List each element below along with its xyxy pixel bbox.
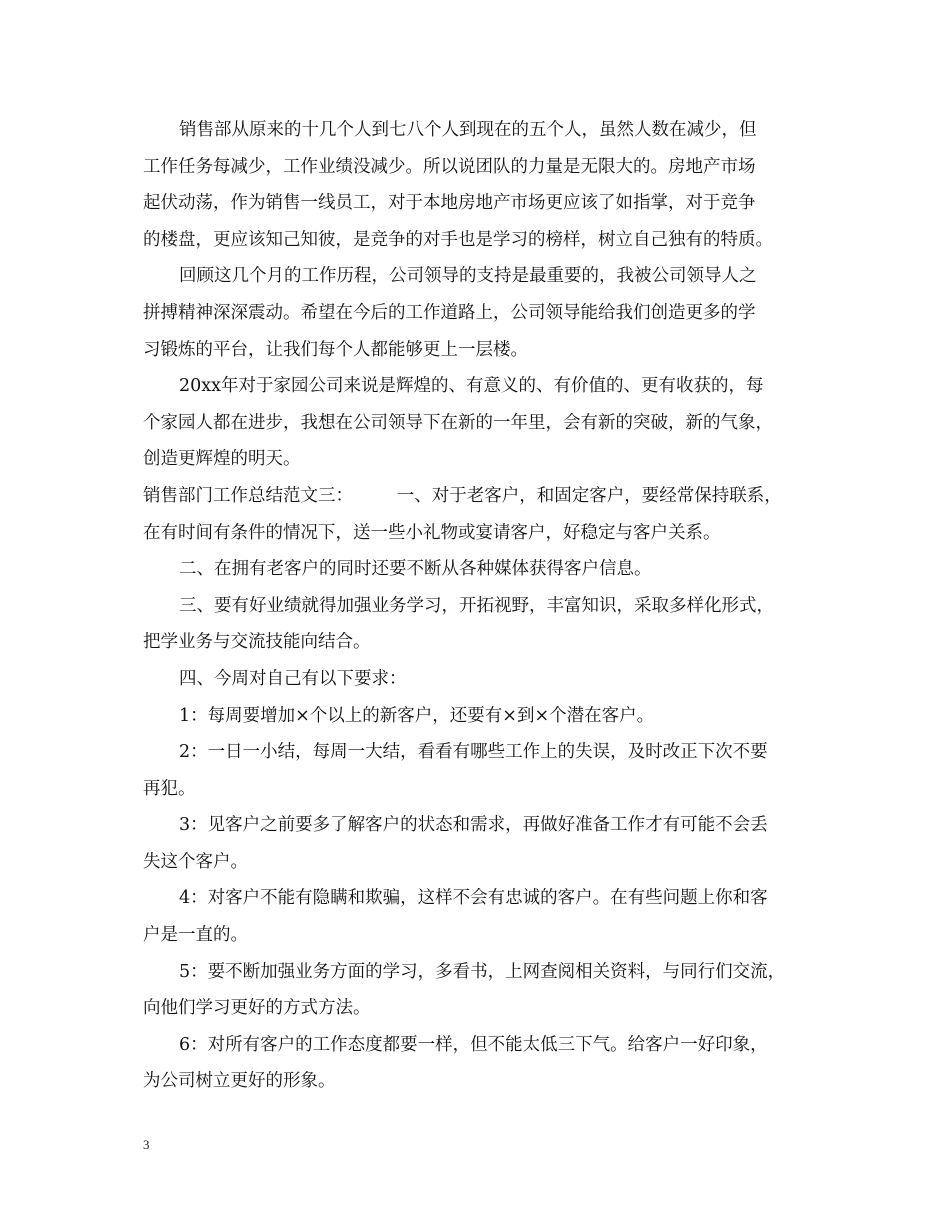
- text-line: 起伏动荡，作为销售一线员工，对于本地房地产市场更应该了如指掌，对于竞争: [143, 193, 756, 214]
- text-line: 拼搏精神深深震动。希望在今后的工作道路上，公司领导能给我们创造更多的学: [143, 302, 756, 323]
- section-heading-line: 销售部门工作总结范文三： 一、对于老客户，和固定客户，要经常保持联系，: [143, 485, 782, 506]
- text-line: 把学业务与交流技能向结合。: [143, 632, 371, 653]
- text-line: 失这个客户。: [143, 851, 248, 872]
- list-item-line: 3：见客户之前要多了解客户的状态和需求，再做好准备工作才有可能不会丢: [179, 815, 768, 836]
- list-item-line: 5：要不断加强业务方面的学习，多看书，上网查阅相关资料，与同行们交流，: [179, 961, 786, 982]
- text-line: 习锻炼的平台，让我们每个人都能够更上一层楼。: [143, 339, 528, 360]
- list-item-line: 1：每周要增加×个以上的新客户，还要有×到×个潜在客户。: [179, 705, 655, 726]
- text-line: 向他们学习更好的方式方法。: [143, 998, 371, 1019]
- list-item-line: 6：对所有客户的工作态度都要一样，但不能太低三下气。给客户一好印象，: [179, 1034, 768, 1055]
- text-line: 四、今周对自己有以下要求：: [179, 668, 407, 689]
- text-line: 销售部从原来的十几个人到七八个人到现在的五个人，虽然人数在减少，但: [179, 120, 757, 140]
- document-body: [143, 112, 815, 1100]
- text-line: 回顾这几个月的工作历程，公司领导的支持是最重要的，我被公司领导人之: [179, 266, 757, 287]
- text-line: 三、要有好业绩就得加强业务学习，开拓视野，丰富知识，采取多样化形式，: [179, 595, 774, 616]
- text-line: 二、在拥有老客户的同时还要不断从各种媒体获得客户信息。: [179, 559, 652, 580]
- text-line: 的楼盘，更应该知己知彼，是竞争的对手也是学习的榜样，树立自己独有的特质。: [143, 229, 773, 250]
- text-line: 为公司树立更好的形象。: [143, 1071, 336, 1092]
- text-line: 个家园人都在进步，我想在公司领导下在新的一年里，会有新的突破，新的气象，: [143, 412, 773, 433]
- text-line: 在有时间有条件的情况下，送一些小礼物或宴请客户，好稳定与客户关系。: [143, 522, 721, 543]
- list-item-line: 4：对客户不能有隐瞒和欺骗，这样不会有忠诚的客户。在有些问题上你和客: [179, 888, 768, 909]
- page-number: 3: [143, 1137, 150, 1152]
- text-line: 工作任务每减少，工作业绩没减少。所以说团队的力量是无限大的。房地产市场: [143, 156, 756, 177]
- text-line: 20xx年对于家园公司来说是辉煌的、有意义的、有价值的、更有收获的，每: [179, 376, 764, 397]
- text-line: 户是一直的。: [143, 925, 248, 946]
- text-line: 再犯。: [143, 778, 196, 799]
- list-item-line: 2：一日一小结，每周一大结，看看有哪些工作上的失误，及时改正下次不要: [179, 742, 768, 763]
- text-line: 创造更辉煌的明天。: [143, 449, 301, 470]
